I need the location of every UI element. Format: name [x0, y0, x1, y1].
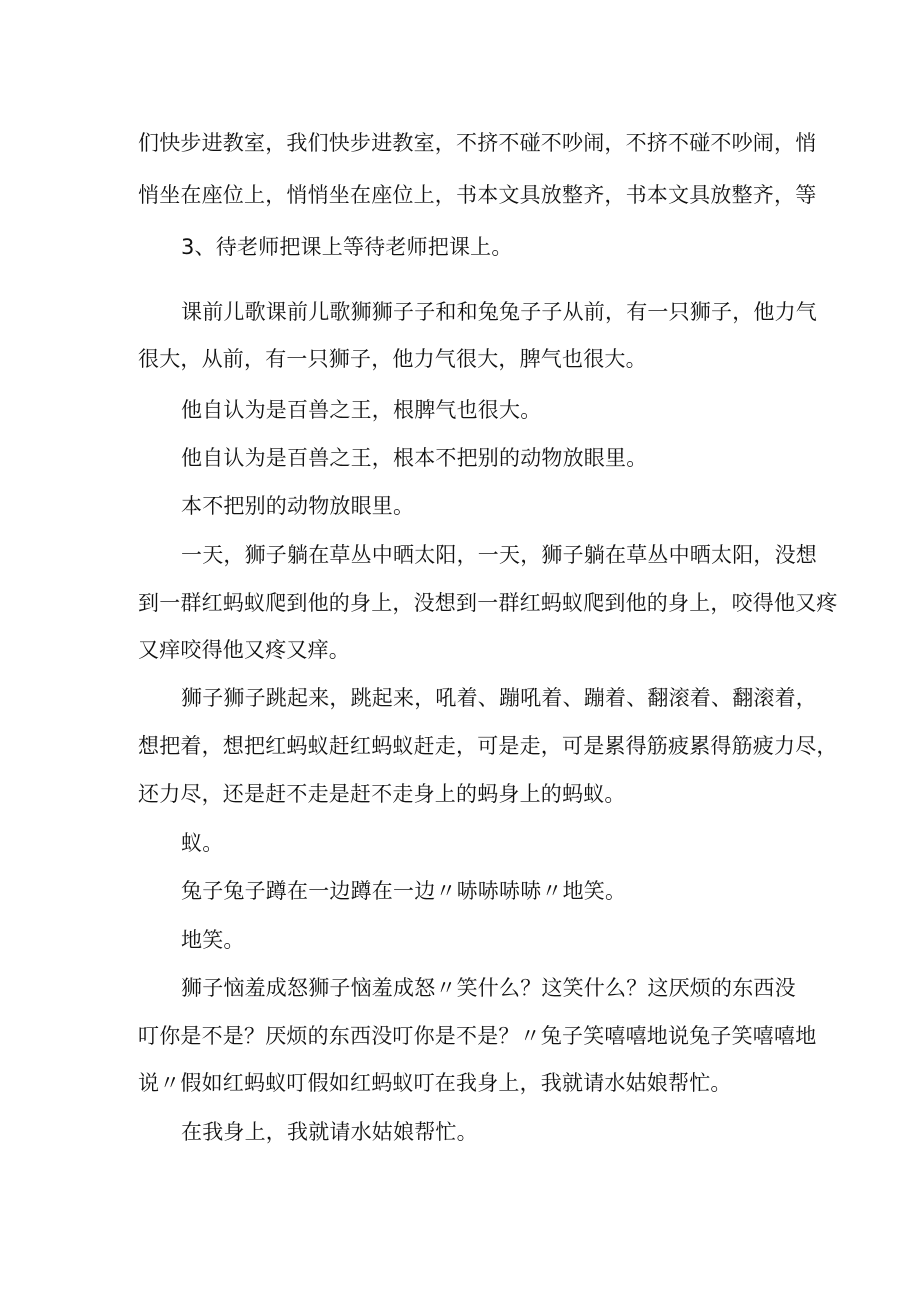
text-line: 课前儿歌课前儿歌狮狮子子和和兔兔子子从前，有一只狮子，他力气: [181, 300, 817, 324]
text-line: 蚁。: [181, 831, 224, 855]
text-line: 叮你是不是？厌烦的东西没叮你是不是？〃兔子笑嘻嘻地说兔子笑嘻嘻地: [138, 1024, 817, 1048]
text-line: 兔子兔子蹲在一边蹲在一边〃哧哧哧哧〃地笑。: [181, 879, 627, 903]
text-line: 狮子狮子跳起来，跳起来，吼着、蹦吼着、蹦着、翻滚着、翻滚着，: [181, 686, 817, 710]
text-line: 到一群红蚂蚁爬到他的身上，没想到一群红蚂蚁爬到他的身上，咬得他又疼: [138, 591, 838, 615]
text-line: 地笑。: [181, 928, 245, 952]
text-line: 说〃假如红蚂蚁叮假如红蚂蚁叮在我身上，我就请水姑娘帮忙。: [138, 1071, 732, 1095]
text-line: 们快步进教室，我们快步进教室，不挤不碰不吵闹，不挤不碰不吵闹，悄: [138, 131, 817, 155]
text-line: 在我身上，我就请水姑娘帮忙。: [181, 1120, 478, 1144]
text-line: 狮子恼羞成怒狮子恼羞成怒〃笑什么？这笑什么？这厌烦的东西没: [181, 976, 796, 1000]
text-line: 3、待老师把课上等待老师把课上。: [181, 235, 513, 259]
text-line: 悄坐在座位上，悄悄坐在座位上，书本文具放整齐，书本文具放整齐，等: [138, 183, 817, 207]
text-line: 一天，狮子躺在草丛中晒太阳，一天，狮子躺在草丛中晒太阳，没想: [181, 543, 817, 567]
text-line: 他自认为是百兽之王，根本不把别的动物放眼里。: [181, 446, 648, 470]
text-line: 很大，从前，有一只狮子，他力气很大，脾气也很大。: [138, 347, 647, 371]
text-line: 又痒咬得他又疼又痒。: [138, 638, 350, 662]
text-line: 本不把别的动物放眼里。: [181, 494, 415, 518]
text-line: 他自认为是百兽之王，根脾气也很大。: [181, 398, 542, 422]
text-line: 想把着，想把红蚂蚁赶红蚂蚁赶走，可是走，可是累得筋疲累得筋疲力尽，: [138, 734, 838, 758]
text-line: 还力尽，还是赶不走是赶不走身上的蚂身上的蚂蚁。: [138, 782, 626, 806]
